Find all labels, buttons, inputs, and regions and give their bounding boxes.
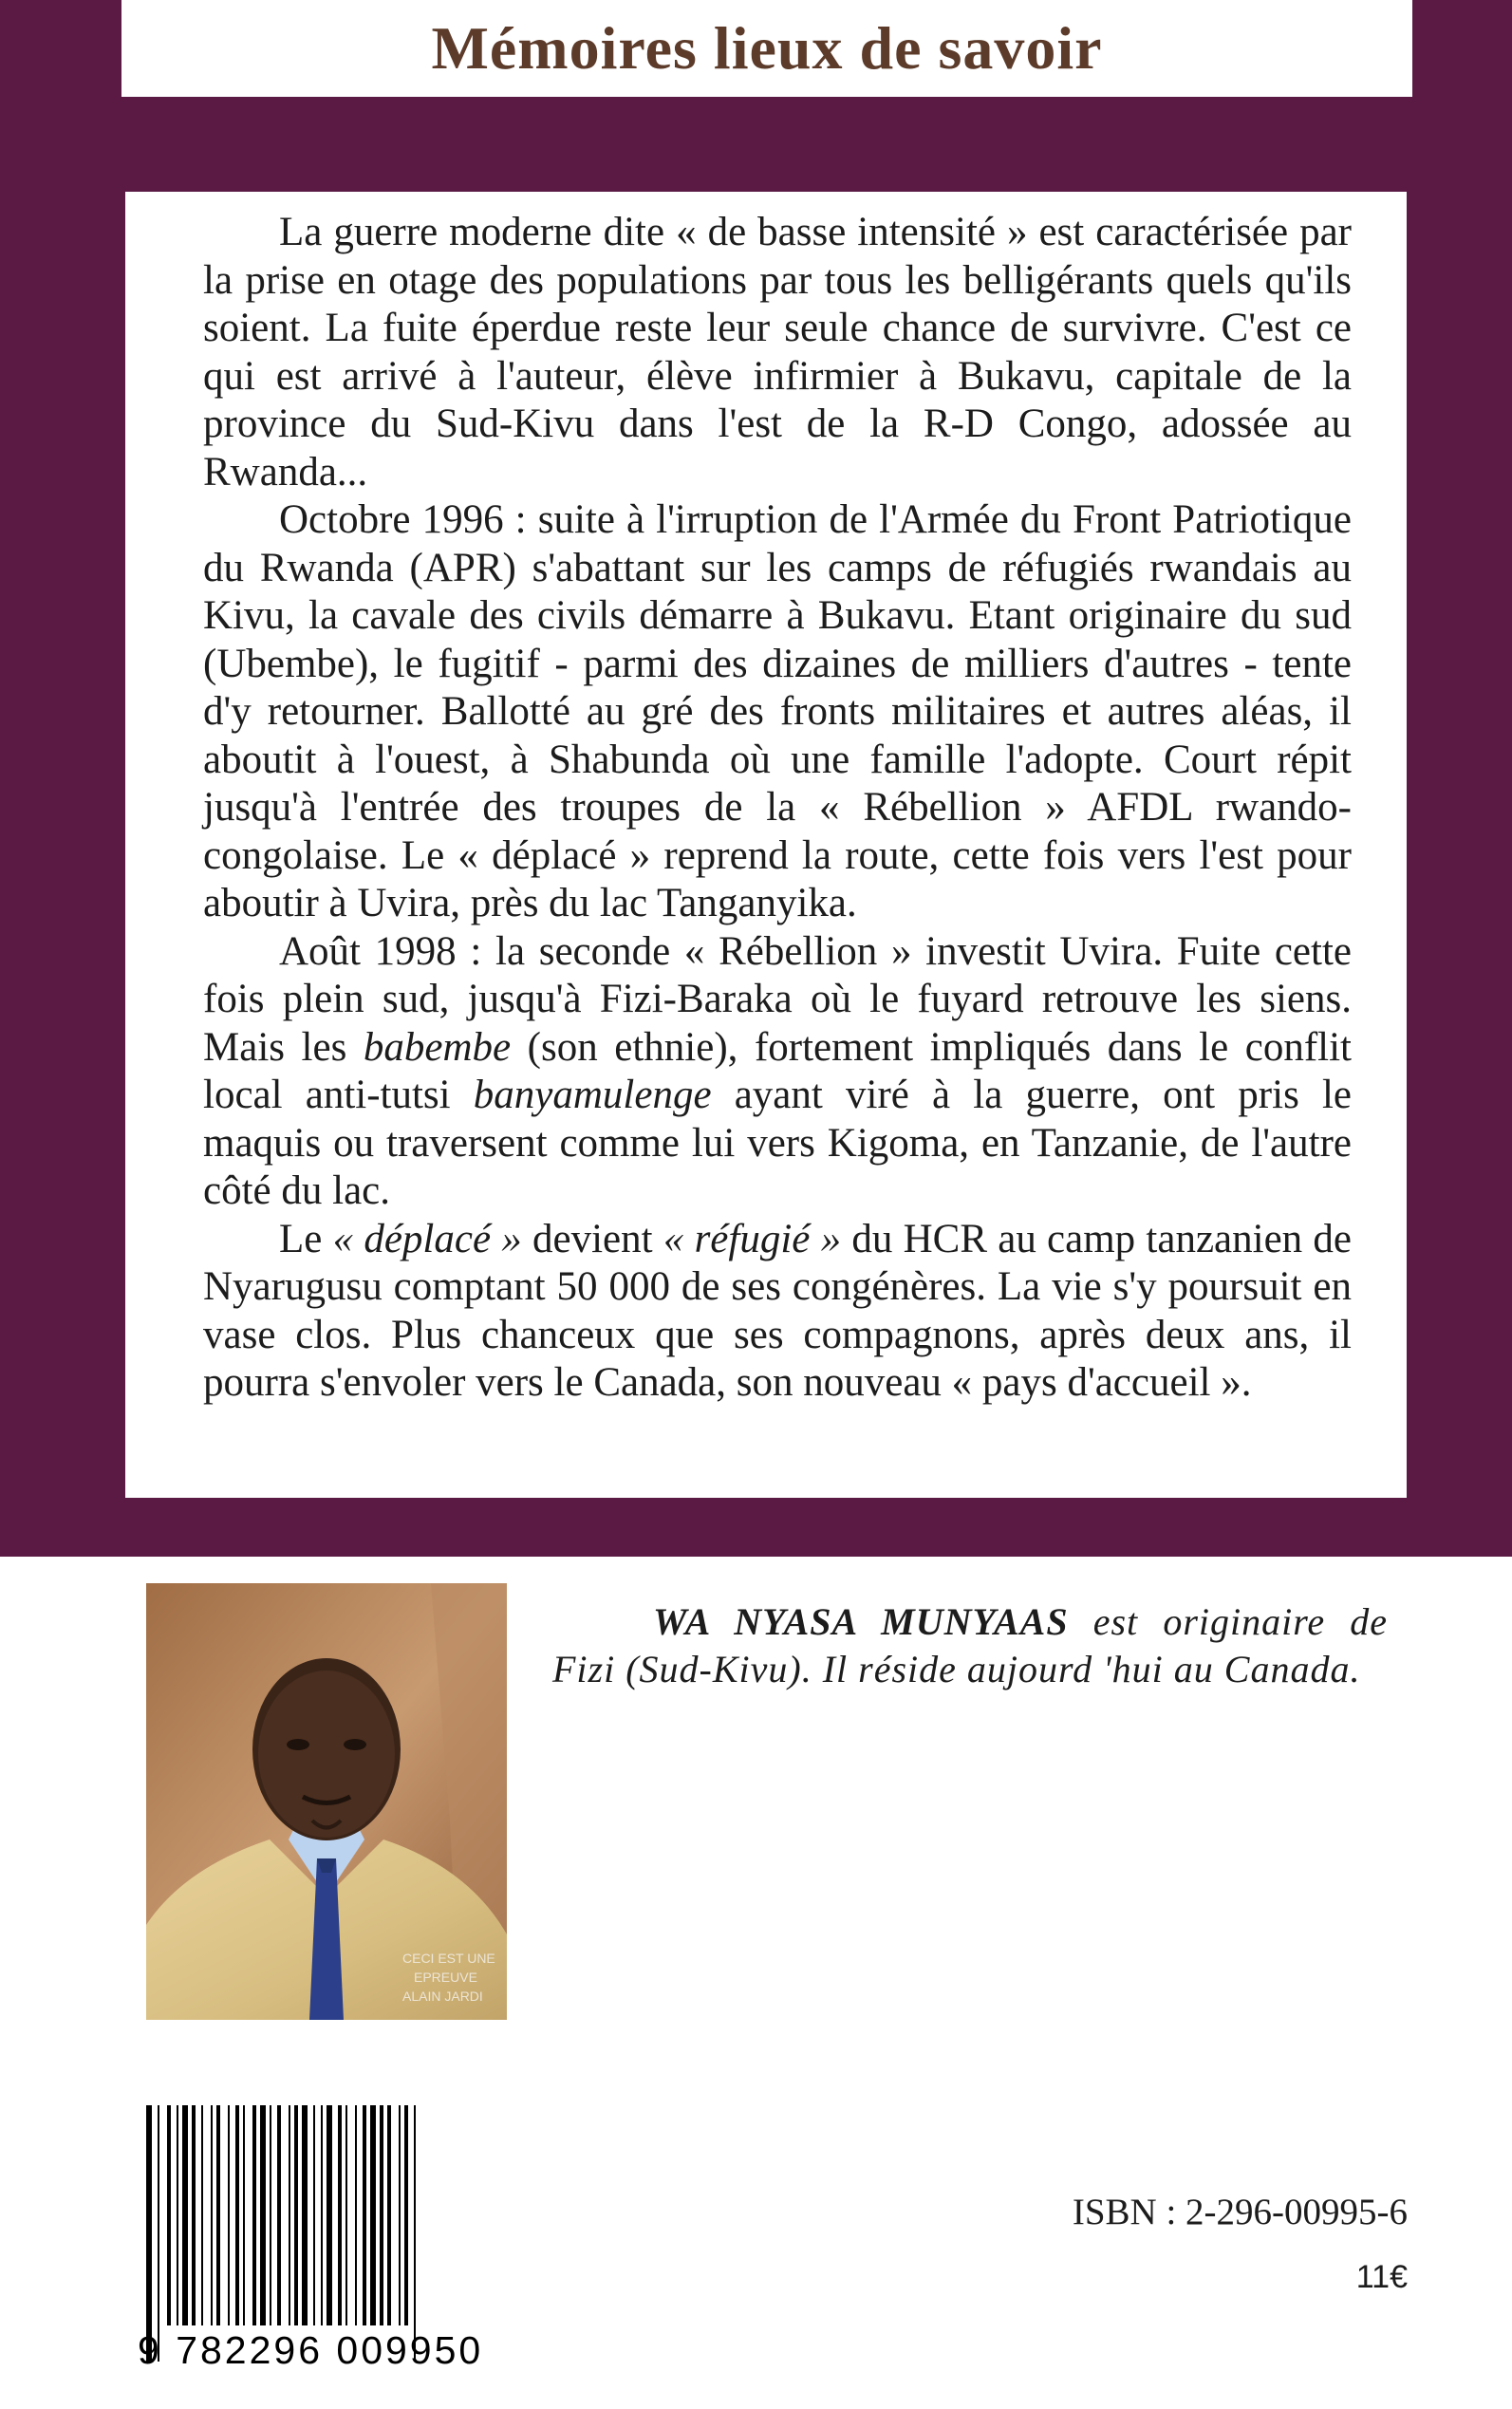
summary-paragraph-4 — [203, 1216, 1352, 1408]
author-bio — [552, 1598, 1388, 1693]
barcode-bar — [321, 2105, 323, 2325]
barcode-bar — [182, 2105, 188, 2325]
barcode-bar — [201, 2105, 203, 2325]
barcode-bar — [313, 2105, 315, 2325]
watermark-line-3: ALAIN JARDI — [402, 1989, 483, 2004]
summary-p4-text-3: du HCR au camp tanzanien de Nyarugusu comptant 50 000 de ses congénères. La vie s'y poursuit en vase clos. Plus chanceux que ses compagnons, après deux ans, il pourra s'envoler vers le Canada, son nouveau « pays d'accueil ». — [203, 1216, 1352, 1405]
summary-p3-text: Août 1998 : la seconde « Rébellion » investit Uvira. Fuite cette fois plein sud, jusqu'à Fizi-Baraka où le fuyard retrouve les siens. Mais les — [203, 928, 1352, 1070]
term-refugie: « réfugié » — [663, 1216, 842, 1261]
series-title: Mémoires lieux de savoir — [431, 14, 1103, 82]
barcode-bar — [355, 2105, 357, 2325]
author-bio-text: est originaire de Fizi (Sud-Kivu). Il réside aujourd 'hui au Canada. — [552, 1600, 1388, 1690]
barcode-bar — [370, 2105, 376, 2325]
barcode-bar — [387, 2105, 391, 2325]
barcode-bar — [363, 2105, 366, 2325]
barcode-bar — [277, 2105, 281, 2325]
barcode-bar — [252, 2105, 256, 2325]
barcode-bar — [414, 2105, 416, 2362]
barcode-bar — [146, 2105, 152, 2362]
summary-p4-text-2: devient — [521, 1216, 663, 1261]
summary-paragraph-3 — [203, 928, 1352, 1216]
barcode-bar — [235, 2105, 239, 2325]
barcode-bar — [399, 2105, 401, 2325]
barcode-bar — [192, 2105, 196, 2325]
summary-p3-text-2: (son ethnie), fortement impliqués dans le conflit local anti-tutsi — [203, 1024, 1352, 1117]
isbn: ISBN : 2-296-00995-6 — [1072, 2192, 1408, 2232]
barcode-bar — [289, 2105, 290, 2325]
summary-box — [125, 192, 1407, 1498]
barcode-bar — [404, 2105, 408, 2325]
series-title-banner — [121, 0, 1412, 97]
barcode-bar — [270, 2105, 271, 2325]
barcode-bar — [228, 2105, 230, 2325]
barcode-bar — [211, 2105, 213, 2325]
term-deplace: « déplacé » — [332, 1216, 522, 1261]
barcode-bar — [158, 2105, 159, 2362]
barcode-bar — [167, 2105, 171, 2325]
barcode-bar — [302, 2105, 308, 2325]
barcode-bar — [216, 2105, 220, 2325]
barcode — [142, 2105, 530, 2362]
barcode-bar — [338, 2105, 342, 2325]
barcode-bar — [345, 2105, 347, 2325]
summary-paragraph-1: La guerre moderne dite « de basse intensité » est caractérisée par la prise en otage des populations par tous les belligérants quels qu'ils soient. La fuite éperdue reste leur seule chance de survivre. C'est ce qui est arrivé à l'auteur, élève infirmier à Bukavu, capitale de la province du Sud-Kivu dans l'est de la R-D Congo, adossée au Rwanda... — [203, 210, 1352, 495]
price: 11€ — [1355, 2259, 1408, 2295]
author-photo — [146, 1583, 507, 2020]
summary-paragraph-2: Octobre 1996 : suite à l'irruption de l'Armée du Front Patriotique du Rwanda (APR) s'abattant sur les camps de réfugiés rwandais au Kivu, la cavale des civils démarre à Bukavu. Etant originaire du sud (Ubembe), le fugitif - parmi des dizaines de milliers d'autres - tente d'y retourner. Ballotté au gré des fronts militaires et autres aléas, il aboutit à l'ouest, à Shabunda où une famille l'adopte. Court répit jusqu'à l'entrée des troupes de la « Rébellion » AFDL rwando-congolaise. Le « déplacé » reprend la route, cette fois vers l'est pour aboutir à Uvira, près du lac Tanganyika. — [203, 497, 1352, 925]
summary-p4-text: Le — [279, 1216, 333, 1261]
author-name: WA NYASA MUNYAAS — [653, 1600, 1069, 1643]
author-photo-image — [146, 1583, 507, 2020]
barcode-bar — [243, 2105, 245, 2325]
watermark-line-2: EPREUVE — [414, 1970, 477, 1985]
ethnie-banyamulenge: banyamulenge — [473, 1073, 712, 1117]
barcode-digits: 9 782296 009950 — [138, 2328, 484, 2372]
summary-p3-text-3: ayant viré à la guerre, ont pris le maquis ou traversent comme lui vers Kigoma, en Tanzanie, de l'autre côté du lac. — [203, 1073, 1352, 1213]
watermark-line-1: CECI EST UNE — [402, 1951, 495, 1966]
barcode-bar — [177, 2105, 178, 2325]
barcode-bar — [294, 2105, 298, 2325]
barcode-bar — [380, 2105, 383, 2325]
ethnie-babembe: babembe — [363, 1024, 512, 1070]
barcode-bar — [327, 2105, 332, 2325]
barcode-bar — [260, 2105, 266, 2325]
